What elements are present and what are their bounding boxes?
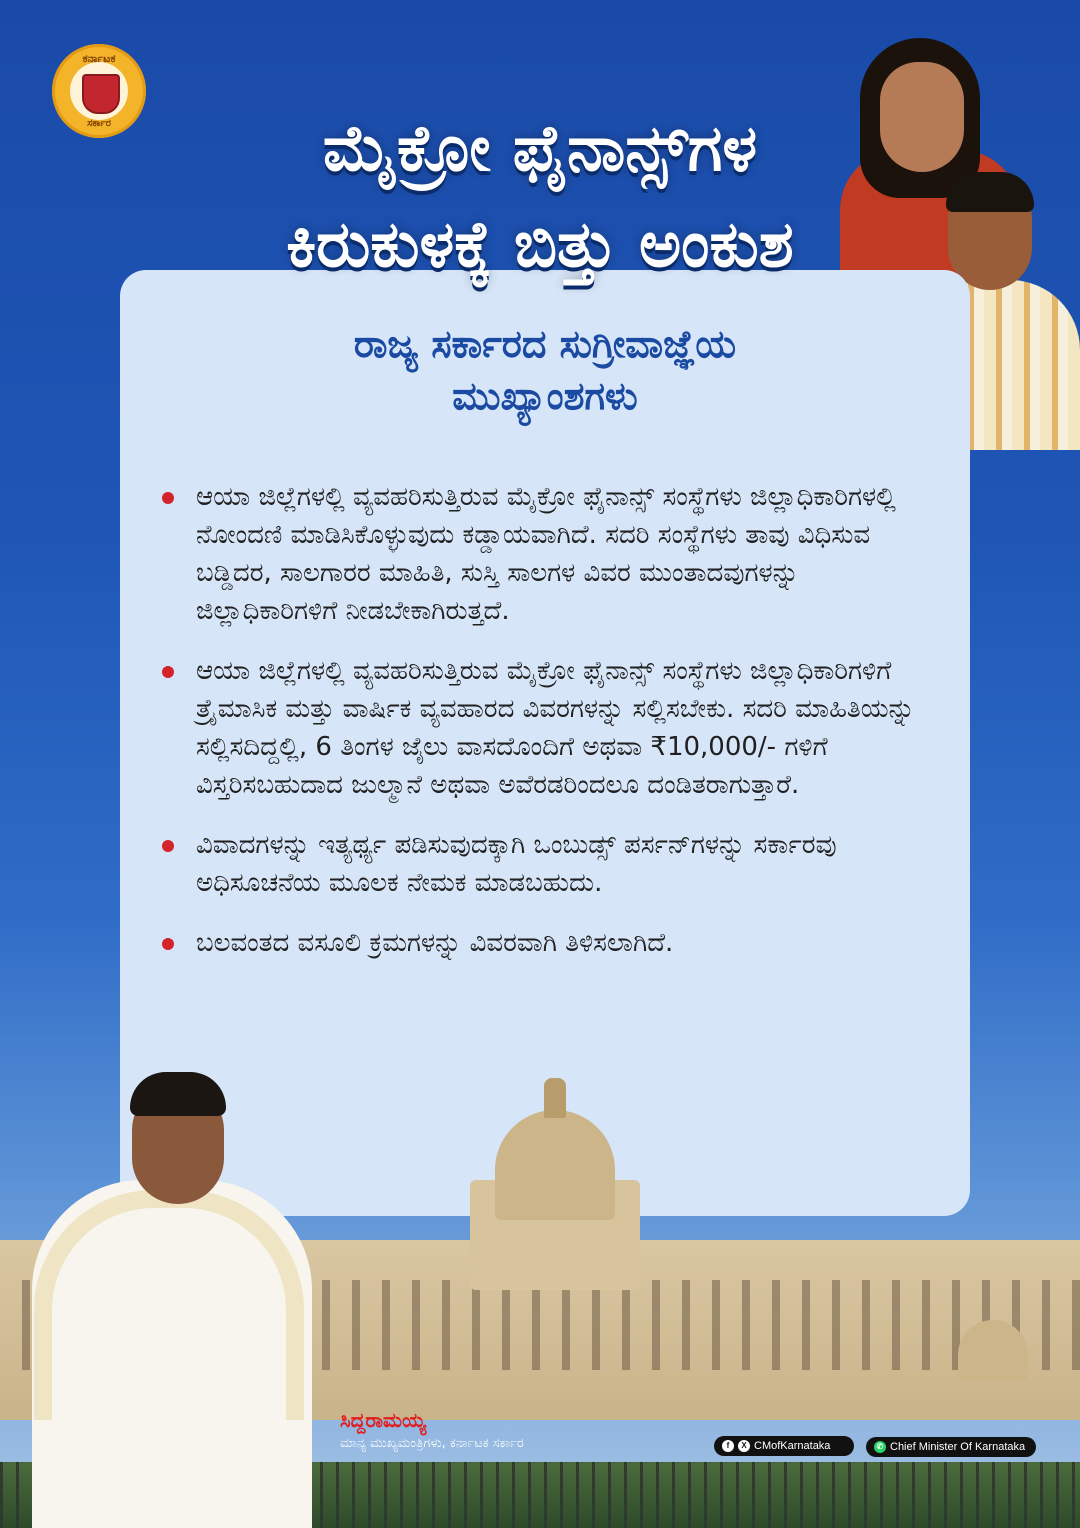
emblem-bottom-text: ಸರ್ಕಾರ: [87, 118, 111, 129]
subtitle-line-1: ರಾಜ್ಯ ಸರ್ಕಾರದ ಸುಗ್ರೀವಾಜ್ಞೆಯ: [353, 322, 737, 366]
cm-name: ಸಿದ್ದರಾಮಯ್ಯ: [340, 1408, 427, 1432]
whatsapp-channel-pill[interactable]: [866, 1437, 1036, 1457]
man-hair: [946, 172, 1034, 212]
subtitle-line-2: ಮುಖ್ಯಾಂಶಗಳು: [452, 374, 638, 418]
highlights-list: [160, 478, 940, 984]
cm-role: ಮಾನ್ಯ ಮುಖ್ಯಮಂತ್ರಿಗಳು, ಕರ್ನಾಟಕ ಸರ್ಕಾರ: [340, 1436, 524, 1451]
list-item: [160, 652, 940, 804]
list-item-text: ಬಲವಂತದ ವಸೂಲಿ ಕ್ರಮಗಳನ್ನು ವಿವರವಾಗಿ ತಿಳಿಸಲಾಗಿದೆ.: [196, 928, 674, 958]
x-icon: X: [738, 1440, 750, 1452]
chief-minister-shawl: [34, 1190, 304, 1420]
headline-line-1: ಮೈಕ್ರೋ ಫೈನಾನ್ಸ್‌ಗಳ: [322, 112, 758, 186]
emblem-top-text: ಕರ್ನಾಟಕ: [82, 52, 116, 65]
list-item-text: ವಿವಾದಗಳನ್ನು ಇತ್ಯರ್ಥ್ಯ ಪಡಿಸುವುದಕ್ಕಾಗಿ ಒಂಬುಡ್ಸ್ ಪರ್ಸನ್‌ಗಳನ್ನು ಸರ್ಕಾರವು ಅಧಿಸೂಚನೆಯ ಮೂಲಕ ನೇಮಕ ಮಾಡಬಹುದು.: [196, 830, 837, 898]
list-item-text: ಆಯಾ ಜಿಲ್ಲೆಗಳಲ್ಲಿ ವ್ಯವಹರಿಸುತ್ತಿರುವ ಮೈಕ್ರೋ ಫೈನಾನ್ಸ್ ಸಂಸ್ಥೆಗಳು ಜಿಲ್ಲಾಧಿಕಾರಿಗಳಲ್ಲಿ ನೋಂದಣಿ ಮಾಡಿಸಿಕೊಳ್ಳುವುದು ಕಡ್ಡಾಯವಾಗಿದೆ. ಸದರಿ ಸಂಸ್ಥೆಗಳು ತಾವು ವಿಧಿಸುವ ಬಡ್ಡಿದರ, ಸಾಲಗಾರರ ಮಾಹಿತಿ, ಸುಸ್ತಿ ಸಾಲಗಳ ವಿವರ ಮುಂತಾದವುಗಳನ್ನು ಜಿಲ್ಲಾಧಿಕಾರಿಗಳಿಗೆ ನೀಡಬೇಕಾಗಿರುತ್ತದೆ.: [196, 482, 896, 626]
building-dome-top: [544, 1078, 566, 1118]
list-item: [160, 826, 940, 902]
chief-minister-hair: [130, 1072, 226, 1116]
karnataka-emblem: [52, 44, 146, 138]
list-item: [160, 924, 940, 962]
bullet-dot-icon: [162, 666, 174, 678]
social-handle-pill[interactable]: [714, 1436, 854, 1456]
emblem-shield-icon: [82, 74, 120, 114]
bullet-dot-icon: [162, 840, 174, 852]
bullet-dot-icon: [162, 938, 174, 950]
bullet-dot-icon: [162, 492, 174, 504]
whatsapp-channel-text: Chief Minister Of Karnataka: [890, 1441, 1026, 1453]
list-item: [160, 478, 940, 630]
facebook-icon: f: [722, 1440, 734, 1452]
whatsapp-icon: ✆: [874, 1441, 886, 1453]
headline-line-2: ಕಿರುಕುಳಕ್ಕೆ ಬಿತ್ತು ಅಂಕುಶ: [286, 208, 794, 282]
social-handle-text: CMofKarnataka: [754, 1440, 831, 1452]
building-dome: [495, 1110, 615, 1220]
list-item-text: ಆಯಾ ಜಿಲ್ಲೆಗಳಲ್ಲಿ ವ್ಯವಹರಿಸುತ್ತಿರುವ ಮೈಕ್ರೋ ಫೈನಾನ್ಸ್ ಸಂಸ್ಥೆಗಳು ಜಿಲ್ಲಾಧಿಕಾರಿಗಳಿಗೆ ತ್ರೈಮಾಸಿಕ ಮತ್ತು ವಾರ್ಷಿಕ ವ್ಯವಹಾರದ ವಿವರಗಳನ್ನು ಸಲ್ಲಿಸಬೇಕು. ಸದರಿ ಮಾಹಿತಿಯನ್ನು ಸಲ್ಲಿಸದಿದ್ದಲ್ಲಿ, 6 ತಿಂಗಳ ಜೈಲು ವಾಸದೊಂದಿಗೆ ಅಥವಾ ₹10,000/- ಗಳಿಗೆ ವಿಸ್ತರಿಸಬಹುದಾದ ಜುಲ್ಮಾನೆ ಅಥವಾ ಅವೆರಡರಿಂದಲೂ ದಂಡಿತರಾಗುತ್ತಾರೆ.: [196, 656, 915, 800]
